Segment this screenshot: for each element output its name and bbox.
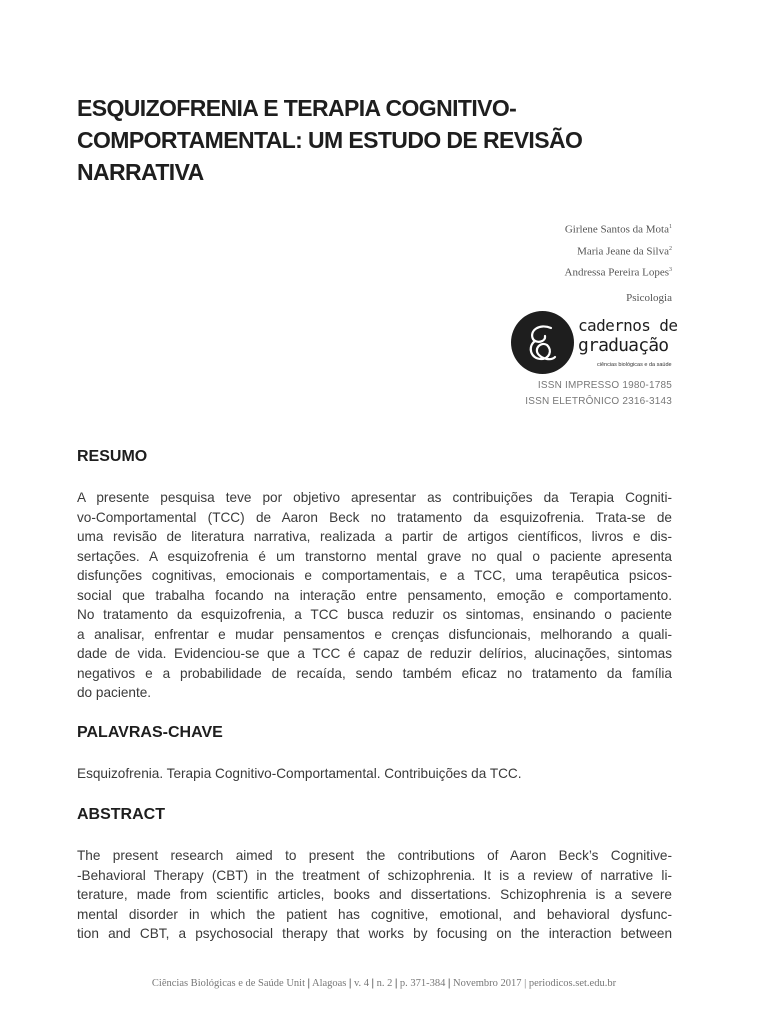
abstract-paragraph [77,846,672,944]
author-name: Girlene Santos da Mota [564,223,669,236]
resumo-line: a analisar, enfrentar e mudar pensamentos e crenças disfuncionais, melhorando a quali- [77,626,672,642]
subject-area: Psicologia [626,292,672,304]
resumo-line: uma revisão de literatura narrativa, realizada a partir de artigos científicos, livros e dis- [77,529,672,544]
author [565,218,672,240]
title-line: NARRATIVA [77,159,204,185]
page-footer: Ciências Biológicas e de Saúde Unit | Alagoas | v. 4 | n. 2 | p. 371-384 | Novembro 2017 | periodicos.set.edu.br [151,978,617,989]
abstract-heading: ABSTRACT [77,806,165,823]
author-name: Andressa Pereira Lopes [564,266,669,279]
abstract-line: tion and CBT, a psychosocial therapy that works by focusing on the interaction between [77,926,672,941]
footer-pages: p. 371-384 [399,978,446,989]
abstract-line: terature, made from scientific articles, books and dissertations. Schizophrenia is a severe [77,887,672,902]
footer-number: n. 2 [376,978,393,989]
logo-emblem-icon [511,311,574,374]
abstract-line: mental disorder in which the patient has cognitive, emotional, and behavioral dysfunc- [77,906,672,922]
author-affiliation-mark: 3 [669,267,672,274]
footer-date: Novembro 2017 [452,978,522,989]
issn-print: ISSN IMPRESSO 1980-1785 [537,380,672,391]
author-name: Maria Jeane da Silva [577,245,669,258]
resumo-heading: RESUMO [77,448,148,465]
abstract-line: The present research aimed to present the contributions of Aaron Beck’s Cognitive- [77,848,672,863]
resumo-line: do paciente. [77,685,152,700]
footer-journal: Ciências Biológicas e de Saúde Unit [151,978,305,989]
resumo-line: dade de vida. Evidenciou-se que a TCC é capaz de reduzir delírios, alucinações, sintomas [77,646,672,661]
abstract-line: -Behavioral Therapy (CBT) in the treatment of schizophrenia. It is a review of narrative li- [77,867,672,883]
article-title [77,92,677,188]
issn-block [525,378,672,410]
resumo-line: sertações. A esquizofrenia é um transtorno mental grave no qual o paciente apresenta [77,548,672,564]
issn-electronic: ISSN ELETRÔNICO 2316-3143 [525,396,672,407]
footer-volume: v. 4 [353,978,370,989]
resumo-line: No tratamento da esquizofrenia, a TCC busca reduzir os sintomas, ensinando o paciente [77,607,672,622]
author-affiliation-mark: 1 [669,224,672,230]
author [565,240,672,262]
resumo-line: A presente pesquisa teve por objetivo apresentar as contribuições da Terapia Cogniti- [77,490,672,505]
resumo-line: social que trabalha focando na interação entre pensamento, emoção e comportamento. [77,587,672,603]
footer-place: Alagoas [311,978,347,989]
journal-logo [511,311,676,377]
author-list [565,218,672,283]
resumo-paragraph [77,488,672,703]
author-affiliation-mark: 2 [669,245,672,252]
resumo-line: disfunções cognitivas, emocionais e comportamentais, e a TCC, uma terapêutica psicos- [77,568,672,583]
logo-tagline: ciências biológicas e da saúde [597,362,672,368]
keywords-line: Esquizofrenia. Terapia Cognitivo-Comportamental. Contribuições da TCC. [77,766,522,781]
author [565,261,672,283]
logo-text-line2: graduação [578,335,669,356]
keywords-heading: PALAVRAS-CHAVE [77,724,223,741]
title-line: ESQUIZOFRENIA E TERAPIA COGNITIVO- [77,95,517,121]
title-line: COMPORTAMENTAL: UM ESTUDO DE REVISÃO [77,127,583,153]
keywords-text [77,764,672,784]
logo-text-line1: cadernos de [578,316,678,335]
footer-site: periodicos.set.edu.br [528,978,617,989]
resumo-line: negativos e a probabilidade de recaída, sendo também eficaz no tratamento da família [77,665,672,681]
resumo-line: vo-Comportamental (TCC) de Aaron Beck no tratamento da esquizofrenia. Trata-se de [77,509,672,525]
